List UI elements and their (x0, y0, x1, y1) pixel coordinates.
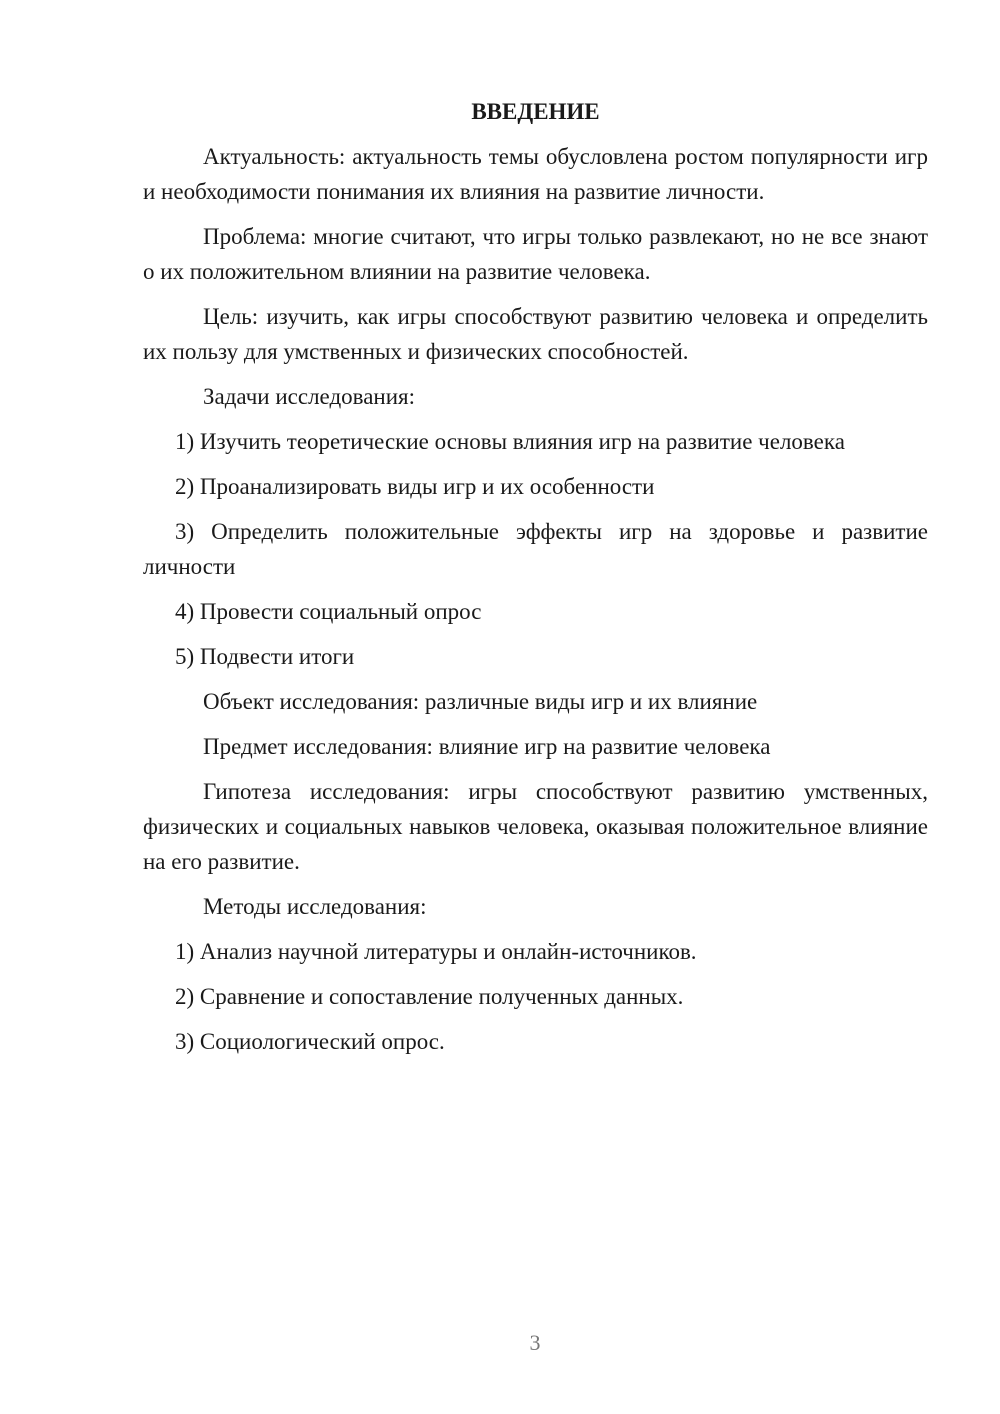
subject-paragraph: Предмет исследования: влияние игр на развитие человека (203, 734, 771, 759)
section-title: ВВЕДЕНИЕ (471, 99, 600, 124)
relevance-paragraph: Актуальность: актуальность темы обусловлена ростом популярности игр и необходимости понимания их влияния на развитие личности. (143, 144, 928, 204)
tasks-heading: Задачи исследования: (203, 384, 416, 409)
object-paragraph: Объект исследования: различные виды игр и их влияние (203, 689, 758, 714)
methods-heading: Методы исследования: (203, 894, 427, 919)
task-item: 5) Подвести итоги (175, 644, 355, 669)
method-item: 2) Сравнение и сопоставление полученных данных. (175, 984, 684, 1009)
task-item: 1) Изучить теоретические основы влияния игр на развитие человека (175, 429, 845, 454)
method-item: 1) Анализ научной литературы и онлайн-источников. (175, 939, 697, 964)
task-item: 4) Провести социальный опрос (175, 599, 482, 624)
task-item: 2) Проанализировать виды игр и их особенности (175, 474, 655, 499)
page-content (143, 94, 928, 1069)
page-number: 3 (529, 1330, 541, 1355)
hypothesis-paragraph: Гипотеза исследования: игры способствуют развитию умственных, физических и социальных навыков человека, оказывая положительное влияние на его развитие. (143, 779, 928, 874)
task-item: 3) Определить положительные эффекты игр на здоровье и развитие личности (143, 519, 928, 579)
problem-paragraph: Проблема: многие считают, что игры только развлекают, но не все знают о их положительном влиянии на развитие человека. (143, 224, 928, 284)
goal-paragraph: Цель: изучить, как игры способствуют развитию человека и определить их пользу для умственных и физических способностей. (143, 304, 928, 364)
method-item: 3) Социологический опрос. (175, 1029, 445, 1054)
